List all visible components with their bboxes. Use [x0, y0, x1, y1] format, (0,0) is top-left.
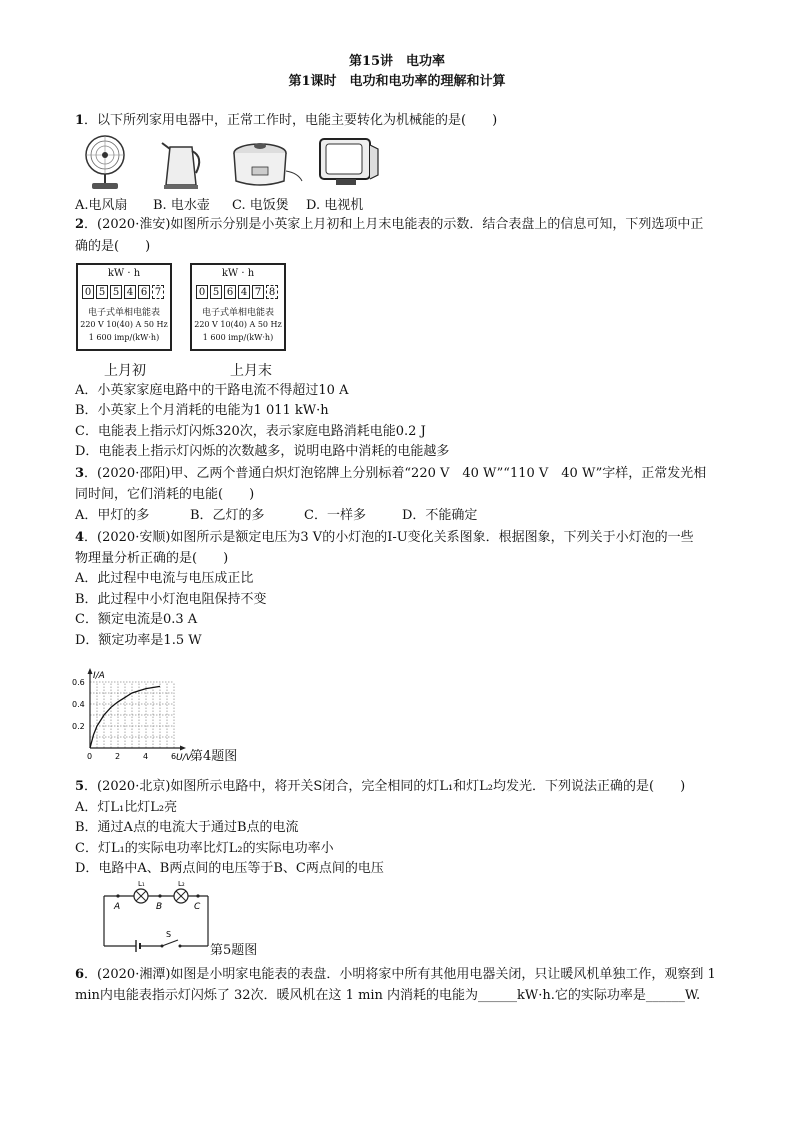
lamp-l1-label: L₁	[138, 880, 145, 888]
q2-option-d: D．电能表上指示灯闪烁的次数越多，说明电路中消耗的电能越多	[75, 444, 450, 459]
chart-grid	[90, 682, 174, 748]
meter-start-caption: 上月初	[104, 363, 146, 379]
point-a-label: A	[114, 902, 121, 912]
question-2: 2．(2020·淮安)如图所示分别是小英家上月初和上月末电能表的示数．结合表盘上的信息可知，下列选项中正	[75, 217, 704, 232]
question-6-line2: min内电能表指示灯闪烁了 32次．暖风机在这 1 min 内消耗的电能为______kW·h.它的实际功率是______W.	[75, 988, 701, 1003]
point-b-label: B	[156, 902, 163, 912]
x-tick-label: 4	[143, 752, 149, 761]
q1-option-a: A.电风扇	[75, 198, 128, 213]
y-tick-label: 0.2	[72, 722, 85, 731]
figure-4-caption: 第4题图	[190, 749, 238, 764]
lesson-title: 第1课时 电功和电功率的理解和计算	[288, 74, 506, 89]
q3-option-a: A．甲灯的多	[75, 508, 150, 523]
meter-end: kW · h 0 5 6 4 7 8 电子式单相电能表 220 V 10(40) A 50 Hz 1 600 imp/(kW·h)	[190, 263, 286, 351]
tv-icon	[320, 139, 378, 185]
x-axis-arrow	[180, 746, 186, 751]
figure-5-caption: 第5题图	[210, 943, 258, 958]
question-6: 6．(2020·湘潭)如图是小明家电能表的表盘．小明将家中所有其他用电器关闭，只让暖风机单独工作，观察到 1	[75, 967, 716, 982]
q4-option-b: B．此过程中小灯泡电阻保持不变	[75, 592, 267, 607]
q5-option-c: C．灯L₁的实际电功率比灯L₂的实际电功率小	[75, 841, 334, 856]
q1-option-b: B. 电水壶	[153, 198, 210, 213]
question-4-line2: 物理量分析正确的是( )	[75, 551, 229, 566]
circuit-diagram	[100, 880, 212, 952]
y-axis-label: I/A	[93, 671, 105, 681]
y-axis-arrow	[88, 668, 93, 674]
q3-option-b: B．乙灯的多	[190, 508, 265, 523]
appliance-images	[80, 133, 390, 193]
q2-option-c: C．电能表上指示灯闪烁320次，表示家庭电路消耗电能0.2 J	[75, 424, 426, 439]
q5-option-b: B．通过A点的电流大于通过B点的电流	[75, 820, 299, 835]
question-3-line2: 同时间，它们消耗的电能( )	[75, 487, 255, 502]
question-4: 4．(2020·安顺)如图所示是额定电压为3 V的小灯泡的I-U变化关系图象．根据图象，下列关于小灯泡的一些	[75, 530, 694, 545]
q2-option-b: B．小英家上个月消耗的电能为1 011 kW·h	[75, 403, 329, 418]
lamp-l1-icon	[134, 889, 148, 903]
q1-option-c: C. 电饭煲	[232, 198, 289, 213]
switch-label: S	[166, 930, 172, 939]
q5-option-a: A．灯L₁比灯L₂亮	[75, 800, 178, 815]
lecture-title: 第15讲 电功率	[348, 54, 446, 69]
question-3: 3．(2020·邵阳)甲、乙两个普通白炽灯泡铭牌上分别标着“220 V 40 W”“110 V 40 W”字样，正常发光相	[75, 466, 707, 481]
question-5: 5．(2020·北京)如图所示电路中，将开关S闭合，完全相同的灯L₁和灯L₂均发光．下列说法正确的是( )	[75, 779, 686, 794]
q5-option-d: D．电路中A、B两点间的电压等于B、C两点间的电压	[75, 861, 384, 876]
y-tick-label: 0.4	[72, 700, 85, 709]
q4-option-a: A．此过程中电流与电压成正比	[75, 571, 254, 586]
x-tick-label: 2	[115, 752, 121, 761]
switch-s	[162, 940, 178, 946]
q1-option-d: D. 电视机	[306, 198, 364, 213]
question-1: 1．以下所列家用电器中，正常工作时，电能主要转化为机械能的是( )	[75, 113, 498, 128]
kettle-icon	[162, 143, 199, 189]
q2-option-a: A．小英家家庭电路中的干路电流不得超过10 A	[75, 383, 349, 398]
y-tick-label: 0.6	[72, 678, 85, 687]
q3-option-c: C．一样多	[304, 508, 366, 523]
question-2-line2: 确的是( )	[75, 239, 151, 254]
q3-option-d: D．不能确定	[402, 508, 478, 523]
fan-icon	[86, 136, 124, 189]
q4-option-d: D．额定功率是1.5 W	[75, 633, 202, 648]
lamp-l2-label: L₂	[178, 880, 185, 888]
q4-option-c: C．额定电流是0.3 A	[75, 612, 198, 627]
iu-chart	[70, 660, 192, 765]
meter-end-caption: 上月末	[230, 363, 272, 379]
rice-cooker-icon	[234, 143, 302, 185]
x-tick-label: 0	[87, 752, 93, 761]
x-axis-label: U/V	[176, 753, 192, 763]
meter-start: kW · h 0 5 5 4 6 7 电子式单相电能表 220 V 10(40) A 50 Hz 1 600 imp/(kW·h)	[76, 263, 172, 351]
lamp-l2-icon	[174, 889, 188, 903]
point-c-label: C	[194, 902, 201, 912]
x-tick-label: 6	[171, 752, 177, 761]
